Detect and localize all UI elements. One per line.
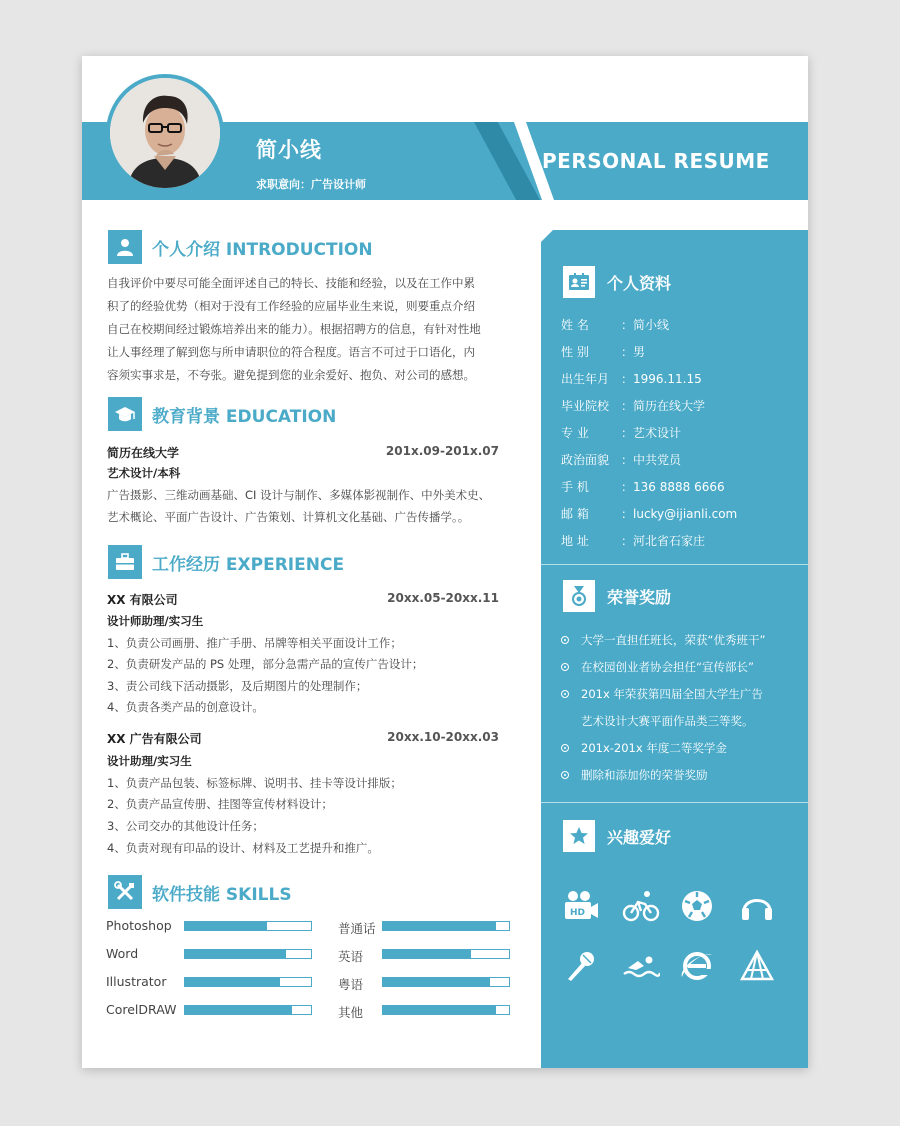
language-bar	[382, 949, 510, 959]
language-bar	[382, 1005, 510, 1015]
education-header	[108, 397, 336, 431]
internet-explorer-icon	[677, 946, 717, 986]
profile-value: ：简历在线大学	[621, 399, 706, 413]
profile-item	[561, 451, 681, 468]
profile-value: ：lucky@ijianli.com	[621, 507, 738, 521]
language-name: 粤语	[338, 977, 364, 992]
person-icon	[108, 230, 142, 264]
education-title: 教育背景 EDUCATION	[152, 406, 337, 427]
skills-title: 软件技能 SKILLS	[152, 884, 292, 905]
language-bar-fill	[383, 978, 490, 986]
honors-title: 荣誉奖励	[607, 587, 672, 607]
id-card-icon	[563, 266, 595, 298]
profile-title: 个人资料	[607, 273, 672, 293]
honor-item	[561, 740, 727, 756]
cycling-icon	[621, 886, 661, 926]
skill-bar-fill	[185, 922, 267, 930]
honor-item	[561, 686, 763, 702]
honor-item	[561, 767, 708, 783]
job-duty: 4、负责各类产品的创意设计。	[107, 700, 264, 714]
education-courses-line: 艺术概论、平面广告设计、广告策划、计算机文化基础、广告传播学。。	[107, 510, 470, 524]
avatar	[106, 74, 224, 192]
education-date: 201x.09-201x.07	[385, 444, 499, 458]
education-major: 艺术设计/本科	[107, 466, 181, 480]
language-name: 普通话	[338, 921, 376, 936]
job-intent: 求职意向：广告设计师	[256, 178, 366, 191]
profile-item	[561, 532, 705, 549]
introduction-line: 容须实事求是，不夸张。避免提到您的业余爱好、抱负、对公司的感想。	[107, 368, 475, 382]
profile-key: 邮 箱	[561, 507, 589, 521]
job-row	[107, 591, 499, 608]
swimming-icon	[621, 946, 661, 986]
language-bar-fill	[383, 1006, 496, 1014]
company-name: XX 有限公司	[107, 593, 178, 607]
job-date: 20xx.05-20xx.11	[387, 591, 499, 605]
candidate-name: 简小线	[256, 138, 322, 162]
profile-key: 手 机	[561, 480, 589, 494]
profile-value: ：中共党员	[621, 453, 682, 467]
skill-name: CorelDRAW	[106, 1002, 177, 1017]
graduation-cap-icon	[108, 397, 142, 431]
honor-text: 201x 年荣获第四届全国大学生广告	[581, 687, 763, 701]
profile-item	[561, 370, 702, 387]
skill-bar-fill	[185, 1006, 292, 1014]
hobbies-title: 兴趣爱好	[607, 827, 672, 847]
language-name: 其他	[338, 1005, 364, 1020]
language-bar-fill	[383, 950, 471, 958]
language-bar	[382, 977, 510, 987]
skill-bar-fill	[185, 950, 286, 958]
svg-text:HD: HD	[570, 908, 586, 918]
company-name: XX 广告有限公司	[107, 732, 202, 746]
introduction-line: 让人事经理了解到您与所申请职位的符合程度。语言不可过于口语化，内	[107, 345, 475, 359]
profile-item	[561, 343, 645, 360]
microphone-icon	[561, 946, 601, 986]
bullet-icon	[561, 744, 569, 752]
experience-header	[108, 545, 344, 579]
profile-item	[561, 478, 725, 495]
profile-header	[563, 266, 671, 298]
profile-key: 性 别	[561, 345, 589, 359]
profile-key: 毕业院校	[561, 399, 610, 413]
soccer-ball-icon	[677, 886, 717, 926]
language-bar	[382, 921, 510, 931]
profile-value: ：艺术设计	[621, 426, 682, 440]
job-duty: 2、负责研发产品的 PS 处理，部分急需产品的宣传广告设计；	[107, 657, 424, 671]
profile-value: ：1996.11.15	[621, 372, 702, 386]
bullet-icon	[561, 771, 569, 779]
bullet-icon	[561, 690, 569, 698]
tent-icon	[737, 946, 777, 986]
profile-key: 姓 名	[561, 318, 589, 332]
profile-value: ：河北省石家庄	[621, 534, 706, 548]
profile-key: 专 业	[561, 426, 589, 440]
skill-name: Illustrator	[106, 974, 167, 989]
introduction-header	[108, 230, 373, 264]
briefcase-icon	[108, 545, 142, 579]
skill-bar	[184, 977, 312, 987]
sidebar	[541, 230, 808, 1068]
skill-bar	[184, 949, 312, 959]
introduction-line: 自己在校期间经过锻炼培养出来的能力）。根据招聘方的信息，有针对性地	[107, 322, 481, 336]
job-role: 设计师助理/实习生	[107, 614, 204, 628]
language-bar-fill	[383, 922, 496, 930]
skill-name: Word	[106, 946, 139, 961]
profile-key: 出生年月	[561, 372, 610, 386]
resume-title: PERSONAL RESUME	[542, 149, 770, 173]
introduction-line: 自我评价中要尽可能全面评述自己的特长、技能和经验，以及在工作中累	[107, 276, 475, 290]
honor-item	[561, 632, 765, 648]
job-duty: 1、负责产品包装、标签标牌、说明书、挂卡等设计排版；	[107, 776, 402, 790]
profile-value: ：简小线	[621, 318, 670, 332]
profile-item	[561, 505, 737, 522]
headphones-icon	[737, 886, 777, 926]
job-row	[107, 730, 499, 747]
job-duty: 4、负责对现有印品的设计、材料及工艺提升和推广。	[107, 841, 379, 855]
skill-name: Photoshop	[106, 918, 172, 933]
star-icon	[563, 820, 595, 852]
honors-header	[563, 580, 671, 612]
job-duty: 2、负责产品宣传册、挂图等宣传材料设计；	[107, 797, 333, 811]
sidebar-divider	[541, 802, 808, 803]
job-duty: 1、负责公司画册、推广手册、吊牌等相关平面设计工作；	[107, 636, 402, 650]
education-courses-line: 广告摄影、三维动画基础、CI 设计与制作、多媒体影视制作、中外美术史、	[107, 488, 491, 502]
resume-page	[82, 56, 808, 1068]
profile-item	[561, 424, 681, 441]
honor-item: 艺术设计大赛平面作品类三等奖。	[581, 714, 754, 728]
honor-text: 在校园创业者协会担任“宣传部长”	[581, 660, 754, 674]
introduction-line: 积了的经验优势（相对于没有工作经验的应届毕业生来说，则要重点介绍	[107, 299, 475, 313]
bullet-icon	[561, 663, 569, 671]
skill-bar-fill	[185, 978, 280, 986]
job-date: 20xx.10-20xx.03	[387, 730, 499, 744]
skill-bar	[184, 921, 312, 931]
honor-text: 201x-201x 年度二等奖学金	[581, 741, 727, 755]
language-name: 英语	[338, 949, 364, 964]
job-duty: 3、公司交办的其他设计任务；	[107, 819, 264, 833]
honor-text: 删除和添加你的荣誉奖励	[581, 768, 708, 782]
profile-value: ：136 8888 6666	[621, 480, 725, 494]
skill-bar	[184, 1005, 312, 1015]
profile-key: 地 址	[561, 534, 589, 548]
profile-item	[561, 316, 669, 333]
sidebar-divider	[541, 564, 808, 565]
tools-icon	[108, 875, 142, 909]
experience-title: 工作经历 EXPERIENCE	[152, 554, 345, 575]
skills-header	[108, 875, 292, 909]
school-name: 简历在线大学	[107, 446, 180, 460]
profile-item	[561, 397, 705, 414]
introduction-title: 个人介绍 INTRODUCTION	[152, 239, 373, 260]
job-duty: 3、责公司线下活动摄影，及后期图片的处理制作；	[107, 679, 368, 693]
education-row	[107, 444, 499, 461]
honor-text: 大学一直担任班长，荣获“优秀班干”	[581, 633, 766, 647]
profile-key: 政治面貌	[561, 453, 610, 467]
hobbies-header	[563, 820, 671, 852]
video-camera-icon	[561, 886, 601, 926]
profile-value: ：男	[621, 345, 646, 359]
bullet-icon	[561, 636, 569, 644]
honor-item	[561, 659, 754, 675]
introduction-text	[107, 272, 525, 387]
medal-icon	[563, 580, 595, 612]
job-role: 设计助理/实习生	[107, 754, 192, 768]
